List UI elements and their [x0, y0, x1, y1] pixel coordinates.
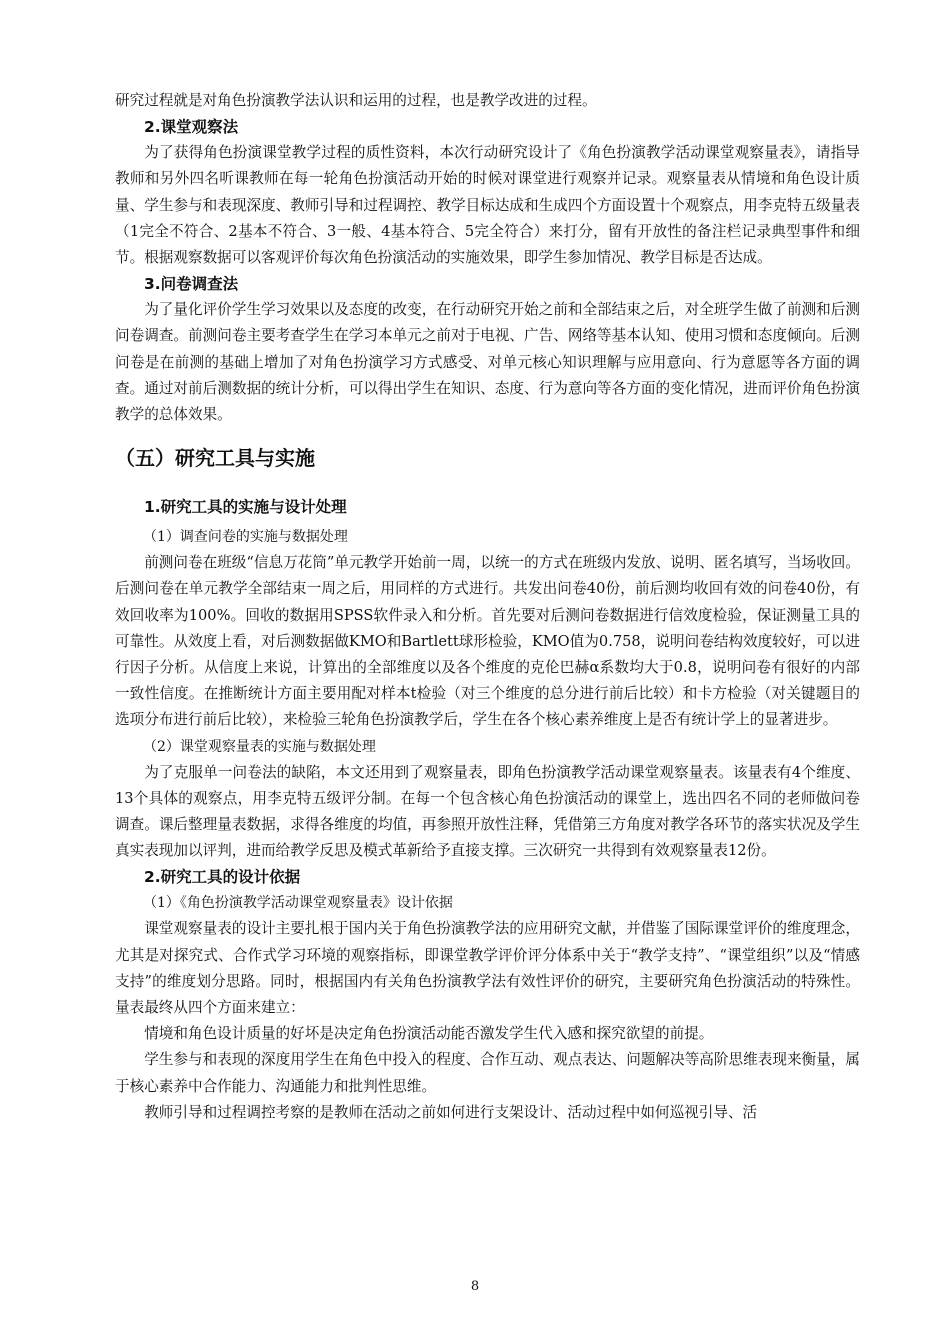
paragraph: 研究过程就是对角色扮演教学法认识和运用的过程，也是教学改进的过程。: [115, 92, 597, 109]
sub-subsection-heading: （1）《角色扮演教学活动课堂观察量表》设计依据: [143, 895, 453, 912]
page-number: 8: [470, 1279, 480, 1294]
paragraph: 前测问卷在班级“信息万花筒”单元教学开始前一周，以统一的方式在班级内发放、说明、匿名填写，当场收回。后测问卷在单元教学全部结束一周之后，用同样的方式进行。共发出问卷40份，前后测均收回有效的问卷40份，有效回收率为100%。回收的数据用SPSS软件录入和分析。首先要对后测问卷数据进行信效度检验，保证测量工具的可靠性。从效度上看，对后测数据做KMO和Bartlett球形检验，KMO值为0.758，说明问卷结构效度较好，可以进行因子分析。从信度上来说，计算出的全部维度以及各个维度的克伦巴赫α系数均大于0.8，说明问卷有很好的内部一致性信度。在推断统计方面主要用配对样本t检验（对三个维度的总分进行前后比较）和卡方检验（对关键题目的选项分布进行前后比较），来检验三轮角色扮演教学后，学生在各个核心素养维度上是否有统计学上的显著进步。: [115, 554, 860, 729]
paragraph: 学生参与和表现的深度用学生在角色中投入的程度、合作互动、观点表达、问题解决等高阶思维表现来衡量，属于核心素养中合作能力、沟通能力和批判性思维。: [115, 1051, 860, 1095]
section-heading: （五）研究工具与实施: [115, 446, 315, 471]
paragraph: 教师引导和过程调控考察的是教师在活动之前如何进行支架设计、活动过程中如何巡视引导、活: [144, 1103, 758, 1121]
paragraph: 课堂观察量表的设计主要扎根于国内关于角色扮演教学法的应用研究文献，并借鉴了国际课堂评价的维度理念，尤其是对探究式、合作式学习环境的观察指标，即课堂教学评价评分体系中关于“教学支持”、“课堂组织”以及“情感支持”的维度划分思路。同时，根据国内有关角色扮演教学法有效性评价的研究，主要研究角色扮演活动的特殊性。量表最终从四个方面来建立：: [115, 920, 860, 1017]
subsection-heading: 2.课堂观察法: [144, 118, 239, 137]
subsection-heading: 1.研究工具的实施与设计处理: [144, 498, 347, 517]
subsection-heading: 3.问卷调查法: [144, 275, 239, 294]
paragraph: 为了克服单一问卷法的缺陷，本文还用到了观察量表，即角色扮演教学活动课堂观察量表。该量表有4个维度、13个具体的观察点，用李克特五级评分制。在每一个包含核心角色扮演活动的课堂上，选出四名不同的老师做问卷调查。课后整理量表数据，求得各维度的均值，再参照开放性注释，凭借第三方角度对教学各环节的落实状况及学生真实表现加以评判，进而给教学反思及模式革新给予直接支撑。三次研究一共得到有效观察量表12份。: [115, 763, 860, 860]
paragraph: 为了获得角色扮演课堂教学过程的质性资料，本次行动研究设计了《角色扮演教学活动课堂观察量表》，请指导教师和另外四名听课教师在每一轮角色扮演活动开始的时候对课堂进行观察并记录。观察量表从情境和角色设计质量、学生参与和表现深度、教师引导和过程调控、教学目标达成和生成四个方面设置十个观察点，用李克特五级量表（1完全不符合、2基本不符合、3一般、4基本符合、5完全符合）来打分，留有开放性的备注栏记录典型事件和细节。根据观察数据可以客观评价每次角色扮演活动的实施效果，即学生参加情况、教学目标是否达成。: [115, 144, 860, 267]
sub-subsection-heading: （2）课堂观察量表的实施与数据处理: [143, 738, 376, 755]
page-body: [115, 88, 860, 1126]
paragraph: 为了量化评价学生学习效果以及态度的改变，在行动研究开始之前和全部结束之后，对全班学生做了前测和后测问卷调查。前测问卷主要考查学生在学习本单元之前对于电视、广告、网络等基本认知、使用习惯和态度倾向。后测问卷是在前测的基础上增加了对角色扮演学习方式感受、对单元核心知识理解与应用意向、行为意愿等各方面的调查。通过对前后测数据的统计分析，可以得出学生在知识、态度、行为意向等各方面的变化情况，进而评价角色扮演教学的总体效果。: [115, 301, 860, 424]
subsection-heading: 2.研究工具的设计依据: [144, 868, 301, 887]
sub-subsection-heading: （1）调查问卷的实施与数据处理: [143, 529, 348, 546]
paragraph: 情境和角色设计质量的好坏是决定角色扮演活动能否激发学生代入感和探究欲望的前提。: [144, 1025, 714, 1043]
